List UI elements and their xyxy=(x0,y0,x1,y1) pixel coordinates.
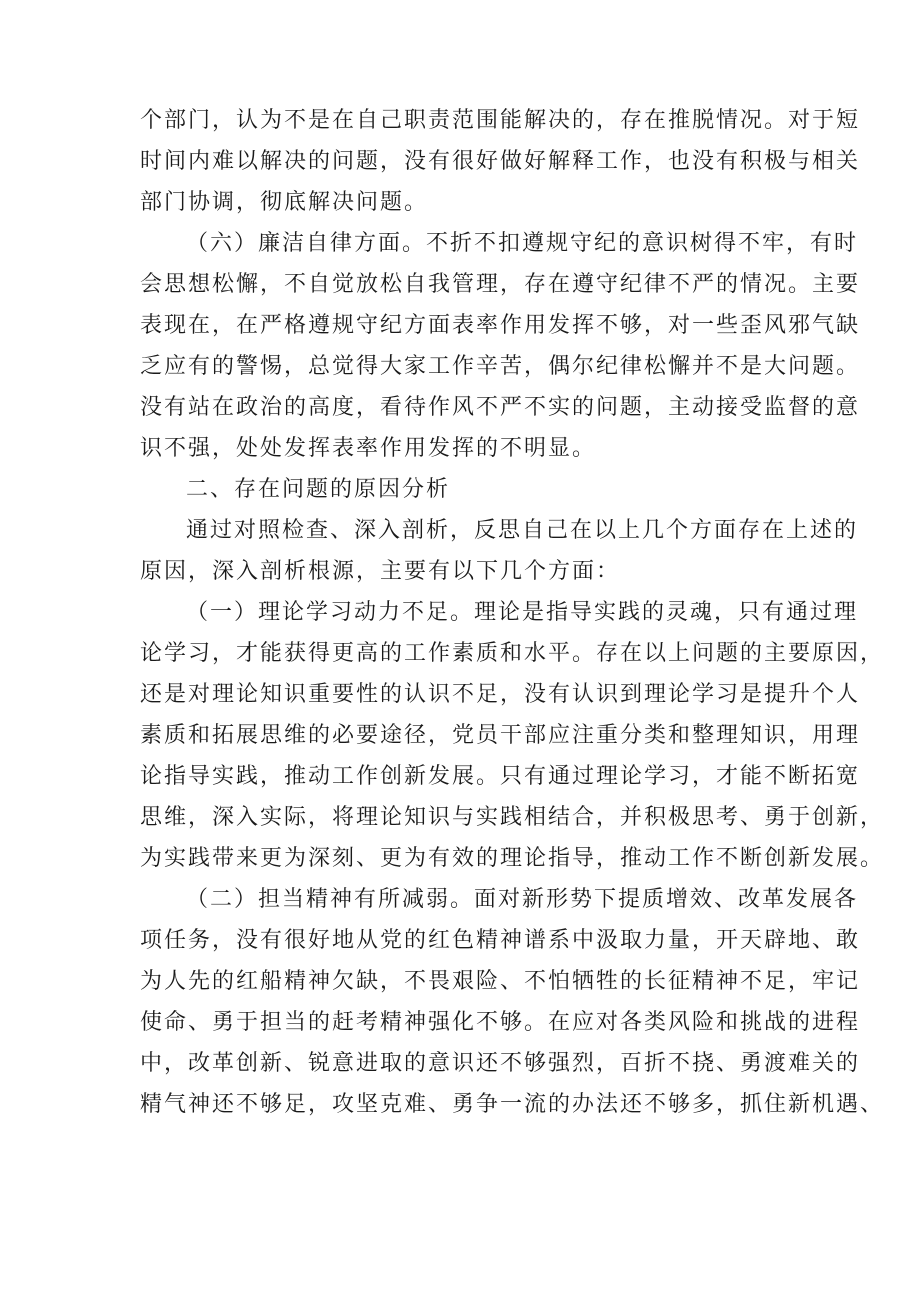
text-line: 论学习，才能获得更高的工作素质和水平。存在以上问题的主要原因， xyxy=(140,641,885,666)
text-line: 为实践带来更为深刻、更为有效的理论指导，推动工作不断创新发展。 xyxy=(140,846,885,871)
text-line: 乏应有的警惕，总觉得大家工作辛苦，偶尔纪律松懈并不是大问题。 xyxy=(140,354,861,379)
text-line: （一）理论学习动力不足。理论是指导实践的灵魂，只有通过理 xyxy=(186,600,859,625)
text-line: 会思想松懈，不自觉放松自我管理，存在遵守纪律不严的情况。主要 xyxy=(140,272,861,297)
paragraph-responsibility-tail xyxy=(140,100,861,223)
text-line: 时间内难以解决的问题，没有很好做好解释工作，也没有积极与相关 xyxy=(140,149,861,174)
text-line: 个部门，认为不是在自己职责范围能解决的，存在推脱情况。对于短 xyxy=(140,108,861,133)
text-line: 还是对理论知识重要性的认识不足，没有认识到理论学习是提升个人 xyxy=(140,682,861,707)
text-line: （六）廉洁自律方面。不折不扣遵规守纪的意识树得不牢，有时 xyxy=(186,231,859,256)
paragraph-responsibility-spirit xyxy=(140,879,885,1125)
paragraph-intro xyxy=(140,510,859,592)
text-line: 通过对照检查、深入剖析，反思自己在以上几个方面存在上述的 xyxy=(186,518,859,543)
paragraph-integrity xyxy=(140,223,861,469)
section-heading-text: 二、存在问题的原因分析 xyxy=(186,477,451,502)
section-heading xyxy=(140,469,790,510)
text-line: 素质和拓展思维的必要途径，党员干部应注重分类和整理知识，用理 xyxy=(140,723,861,748)
text-line: 为人先的红船精神欠缺，不畏艰险、不怕牺牲的长征精神不足，牢记 xyxy=(140,969,861,994)
text-line: 思维，深入实际，将理论知识与实践相结合，并积极思考、勇于创新， xyxy=(140,805,885,830)
text-line: 精气神还不够足，攻坚克难、勇争一流的办法还不够多，抓住新机遇、 xyxy=(140,1092,885,1117)
text-line: 识不强，处处发挥表率作用发挥的不明显。 xyxy=(140,436,597,461)
text-line: 项任务，没有很好地从党的红色精神谱系中汲取力量，开天辟地、敢 xyxy=(140,928,861,953)
text-line: 表现在，在严格遵规守纪方面表率作用发挥不够，对一些歪风邪气缺 xyxy=(140,313,861,338)
text-line: 没有站在政治的高度，看待作风不严不实的问题，主动接受监督的意 xyxy=(140,395,861,420)
text-line: 使命、勇于担当的赶考精神强化不够。在应对各类风险和挑战的进程 xyxy=(140,1010,861,1035)
document-body xyxy=(140,100,885,1125)
text-line: 中，改革创新、锐意进取的意识还不够强烈，百折不挠、勇渡难关的 xyxy=(140,1051,861,1076)
text-line: 论指导实践，推动工作创新发展。只有通过理论学习，才能不断拓宽 xyxy=(140,764,861,789)
text-line: 部门协调，彻底解决问题。 xyxy=(140,190,429,215)
paragraph-theory-study xyxy=(140,592,885,879)
text-line: （二）担当精神有所减弱。面对新形势下提质增效、改革发展各 xyxy=(186,887,859,912)
text-line: 原因，深入剖析根源，主要有以下几个方面： xyxy=(140,559,621,584)
